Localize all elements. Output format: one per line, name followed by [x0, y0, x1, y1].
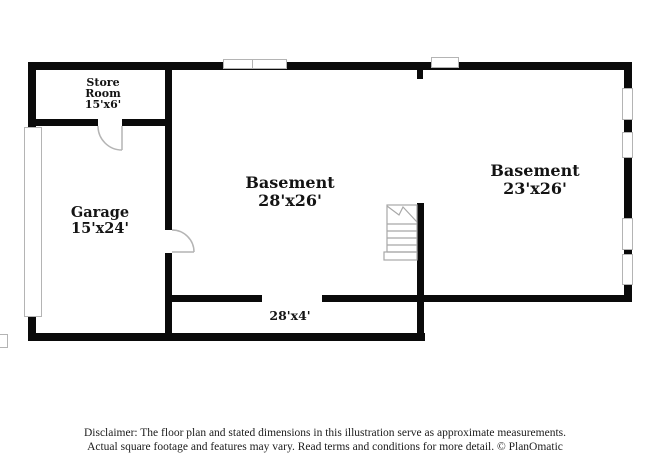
garage-name: Garage: [70, 204, 130, 221]
door-arc-symbol-garage-basement: [172, 230, 194, 252]
room-label-basement-right: [490, 162, 579, 198]
store-room-dims: 15'x6': [84, 98, 122, 111]
stairs-symbol: [384, 205, 417, 260]
room-label-basement-left: [245, 174, 334, 210]
basement-right-name: Basement: [490, 161, 580, 180]
basement-left-dims: 28'x26': [258, 190, 322, 210]
disclaimer-line1: Disclaimer: The floor plan and stated dimensions in this illustration serve as approximate measurements.: [83, 427, 567, 439]
room-label-corridor: [269, 309, 310, 323]
store-room-name-line1: Store: [86, 76, 120, 89]
room-label-store-room: [85, 77, 121, 110]
basement-left-name: Basement: [245, 173, 335, 192]
door-arc-symbol-storeroom: [98, 126, 122, 150]
basement-right-dims: 23'x26': [503, 178, 567, 198]
room-label-garage: [71, 205, 129, 237]
disclaimer-line2: Actual square footage and features may vary. Read terms and conditions for more detail. © PlanOmatic: [87, 441, 563, 453]
store-room-name-line2: Room: [85, 87, 121, 100]
corridor-dims: 28'x4': [269, 308, 311, 323]
garage-dims: 15'x24': [71, 220, 129, 238]
